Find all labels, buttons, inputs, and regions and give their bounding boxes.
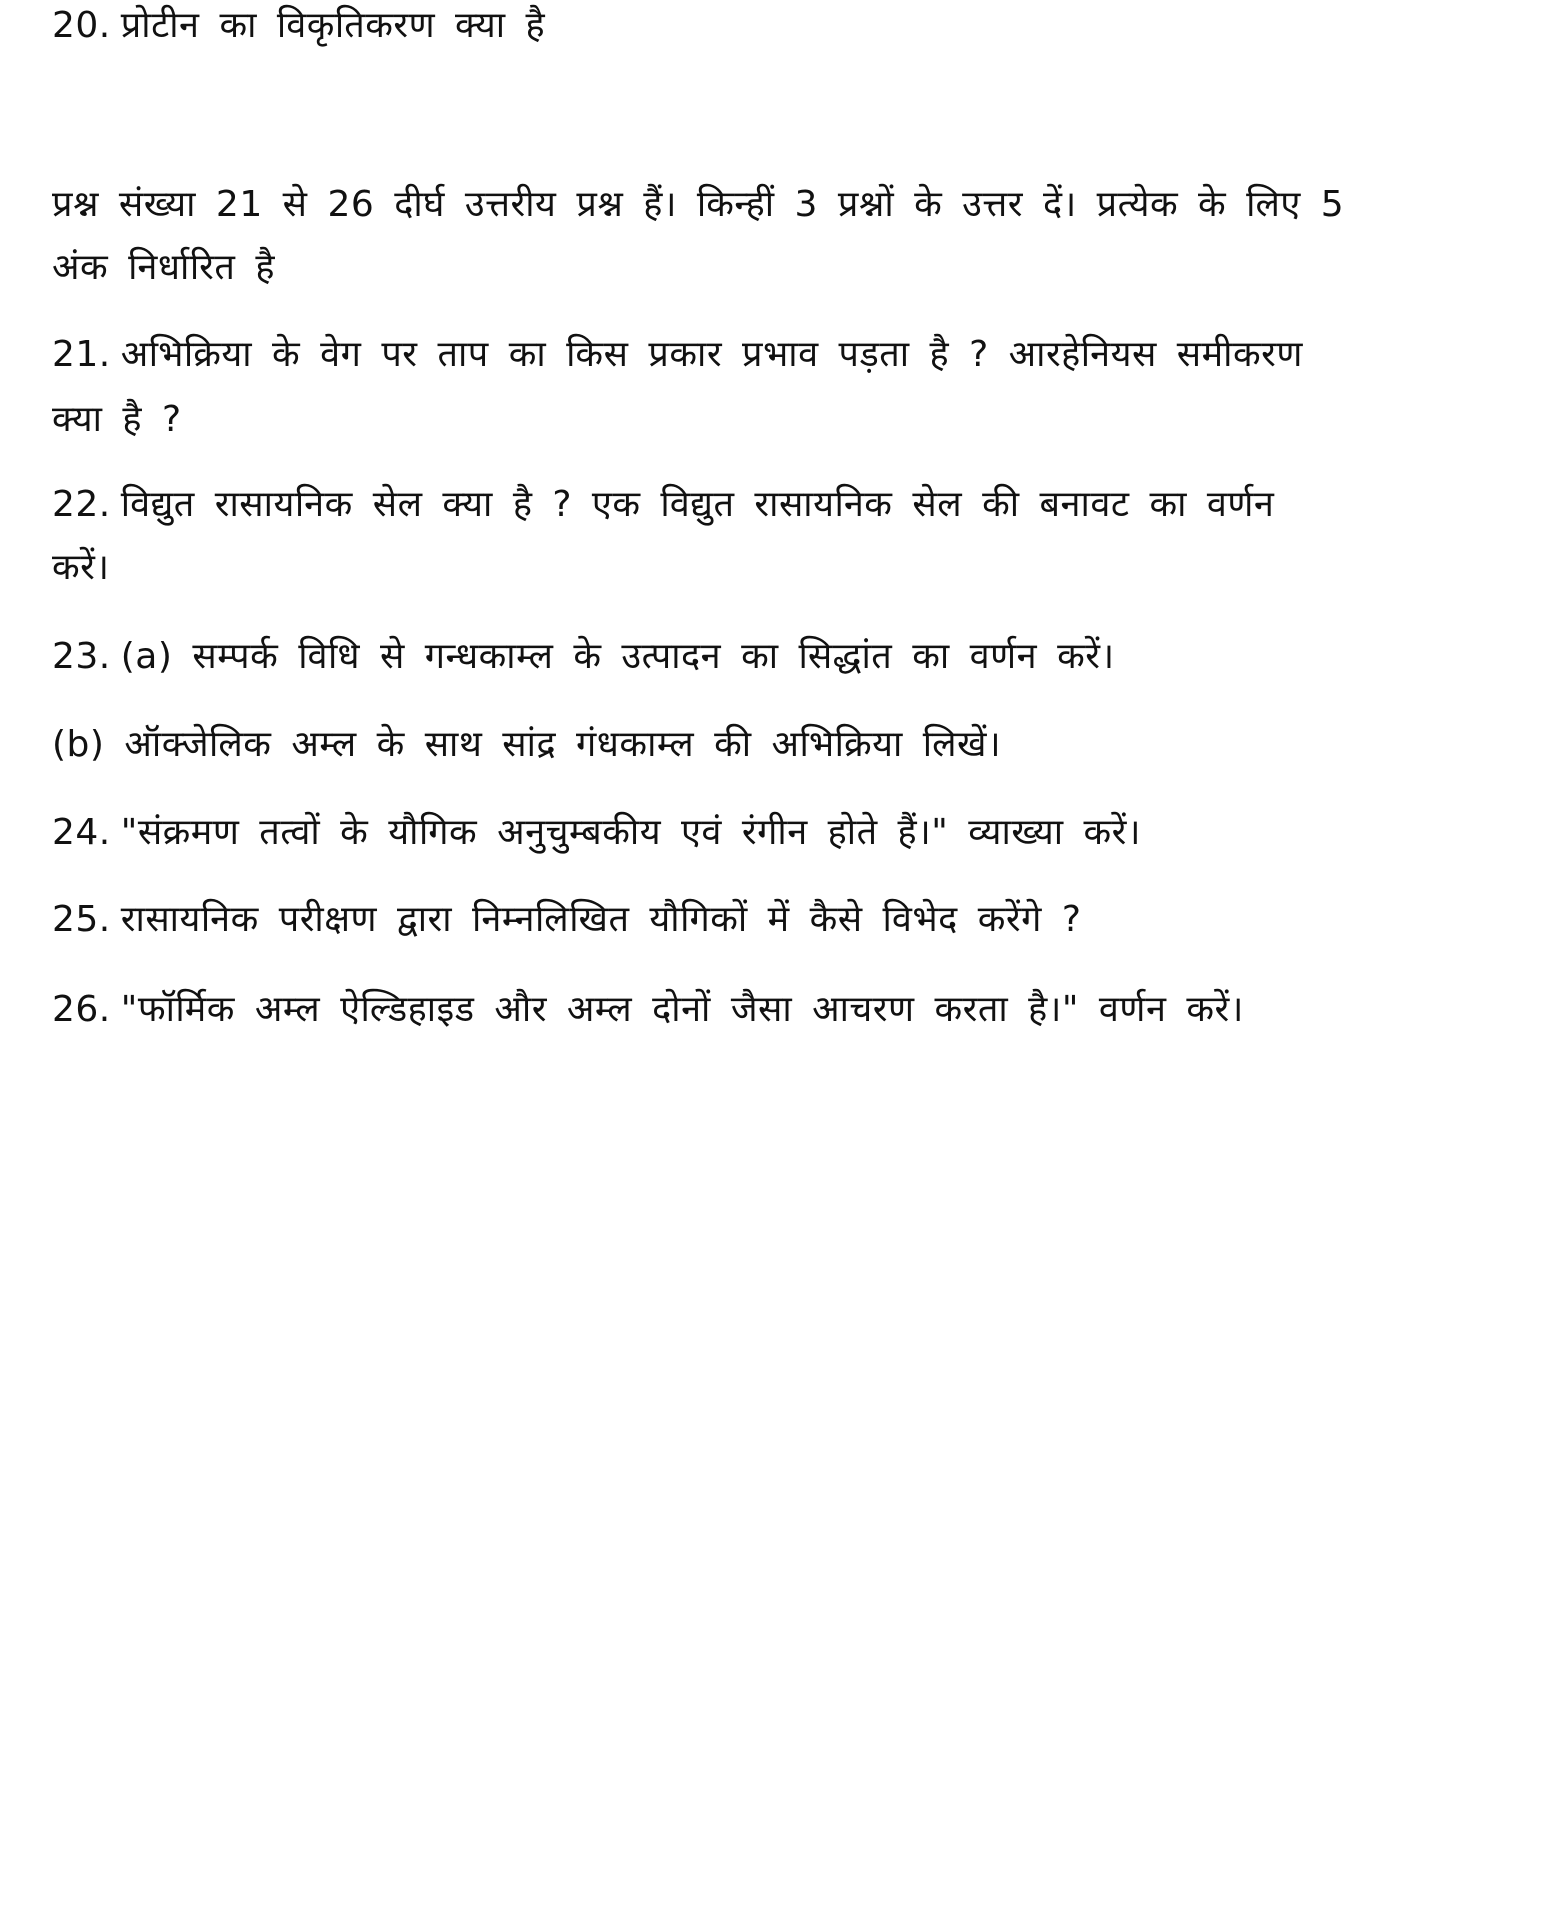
question-22-line-2: करें। xyxy=(52,547,110,588)
question-text: (a) सम्पर्क विधि से गन्धकाम्ल के उत्पादन का सिद्धांत का वर्णन करें। xyxy=(120,636,1115,677)
question-25 xyxy=(52,898,1081,942)
question-text: विद्युत रासायनिक सेल क्या है ? एक विद्युत रासायनिक सेल की बनावट का वर्णन xyxy=(120,484,1275,525)
question-number: 24. xyxy=(52,812,111,853)
question-24 xyxy=(52,811,1141,855)
question-text: अभिक्रिया के वेग पर ताप का किस प्रकार प्रभाव पड़ता है ? आरहेनियस समीकरण xyxy=(120,334,1303,375)
question-23-part-b: (b) ऑक्जेलिक अम्ल के साथ सांद्र गंधकाम्ल की अभिक्रिया लिखें। xyxy=(52,724,1002,765)
question-number: 20. xyxy=(52,5,111,46)
question-21-line-2: क्या है ? xyxy=(52,399,182,440)
question-20 xyxy=(52,4,545,48)
question-number: 22. xyxy=(52,484,111,525)
question-text: "फॉर्मिक अम्ल ऐल्डिहाइड और अम्ल दोनों जैसा आचरण करता है।" वर्णन करें। xyxy=(120,989,1244,1030)
question-21-line-1 xyxy=(52,333,1303,377)
question-22-line-1 xyxy=(52,483,1274,527)
question-number: 21. xyxy=(52,334,111,375)
question-23-part-a xyxy=(52,635,1115,679)
instructions-line-1: प्रश्न संख्या 21 से 26 दीर्घ उत्तरीय प्रश्न हैं। किन्हीं 3 प्रश्नों के उत्तर दें। प्रत्येक के लिए 5 xyxy=(52,184,1345,225)
question-text: रासायनिक परीक्षण द्वारा निम्नलिखित यौगिकों में कैसे विभेद करेंगे ? xyxy=(120,899,1082,940)
question-number: 23. xyxy=(52,636,111,677)
question-number: 25. xyxy=(52,899,111,940)
question-text: "संक्रमण तत्वों के यौगिक अनुचुम्बकीय एवं रंगीन होते हैं।" व्याख्या करें। xyxy=(120,812,1142,853)
instructions-line-2: अंक निर्धारित है xyxy=(52,247,275,288)
question-26 xyxy=(52,988,1244,1032)
question-text: प्रोटीन का विकृतिकरण क्या है xyxy=(120,5,546,46)
question-number: 26. xyxy=(52,989,111,1030)
